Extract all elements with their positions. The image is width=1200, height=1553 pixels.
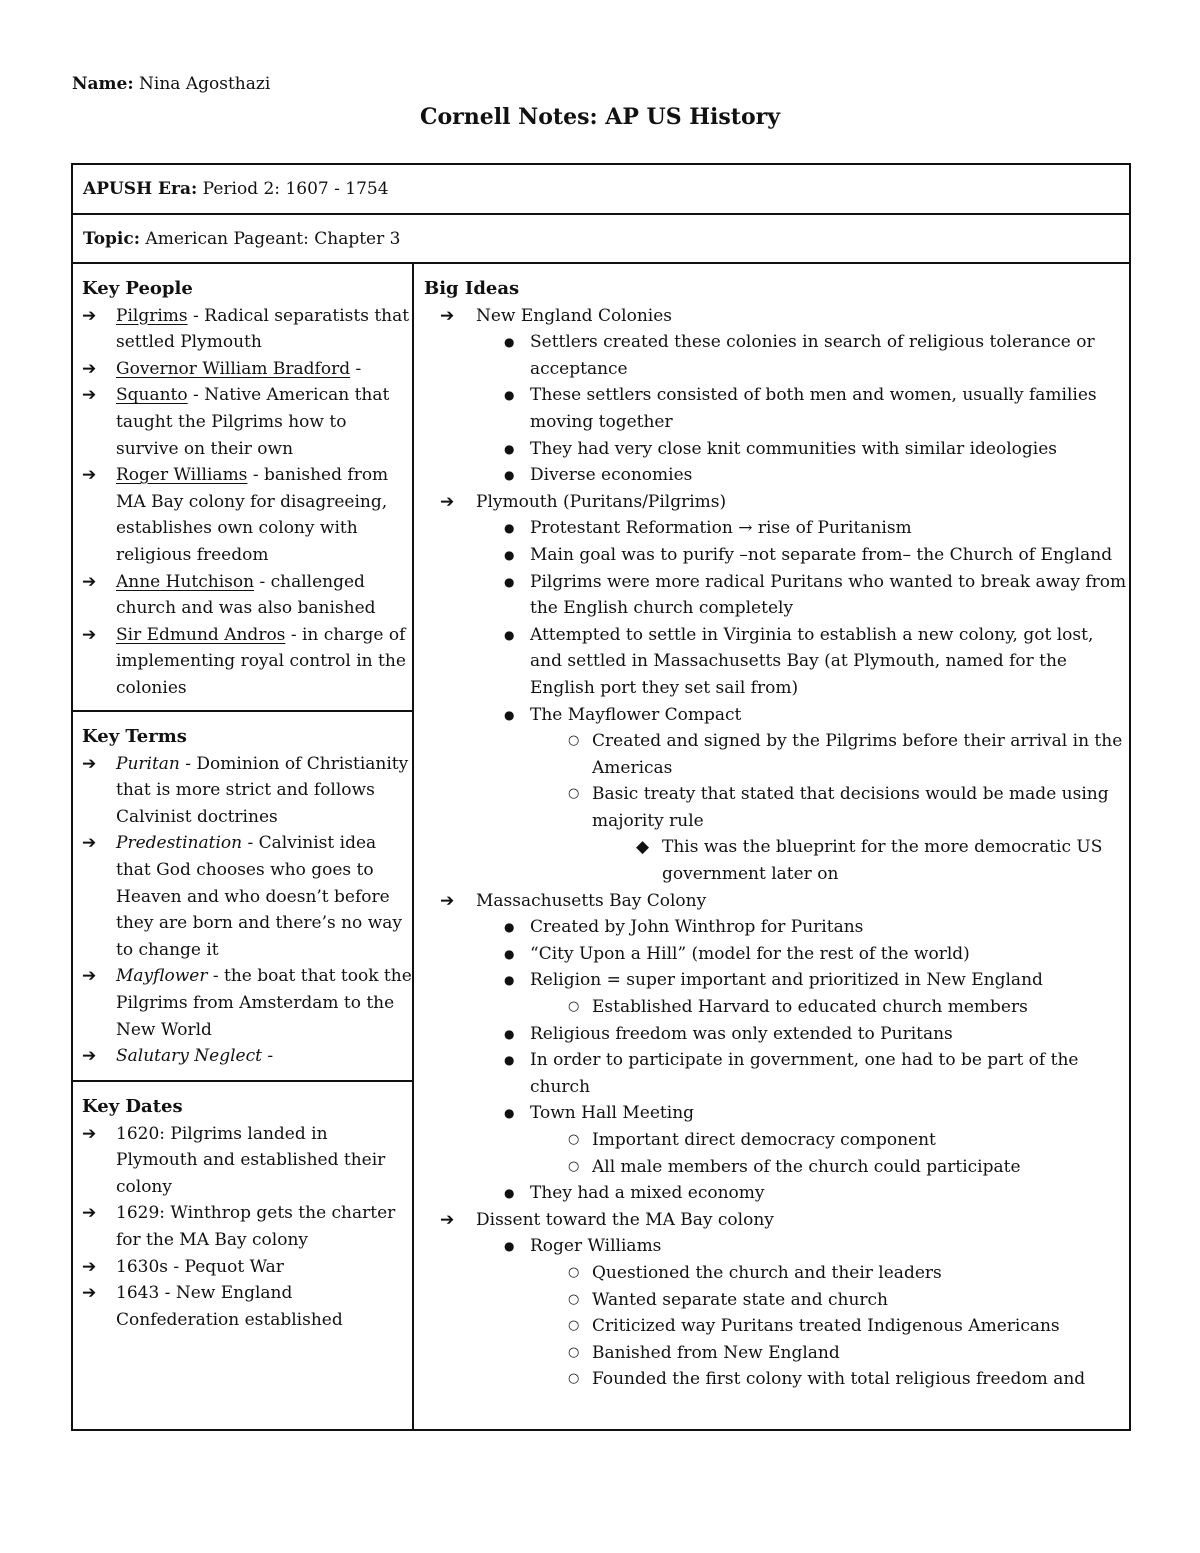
bullet-icon: ● bbox=[504, 1053, 515, 1068]
big-idea-text: Religion = super important and prioritized in New England bbox=[530, 970, 1043, 991]
big-idea-line bbox=[424, 1233, 1129, 1260]
key-person-item bbox=[82, 303, 412, 356]
big-idea-line bbox=[424, 1100, 1129, 1127]
arrow-icon: ➔ bbox=[82, 1203, 97, 1224]
big-idea-text: New England Colonies bbox=[476, 305, 673, 326]
era-row bbox=[73, 165, 1129, 215]
big-idea-line bbox=[424, 436, 1129, 463]
key-person-item bbox=[82, 622, 412, 702]
big-idea-line bbox=[424, 1154, 1129, 1181]
key-person-name: Squanto bbox=[116, 385, 188, 406]
topic-row bbox=[73, 215, 1129, 264]
key-person-desc: - banished from MA Bay colony for disagreeing, establishes own colony with religious freedom bbox=[116, 465, 389, 565]
bullet-icon: ● bbox=[504, 468, 515, 483]
key-dates-section bbox=[73, 1082, 412, 1429]
big-idea-line bbox=[424, 569, 1129, 622]
key-person-name: Governor William Bradford bbox=[116, 358, 351, 379]
arrow-icon: ➔ bbox=[82, 624, 97, 645]
key-person-name: Pilgrims bbox=[116, 305, 188, 326]
key-date-item bbox=[82, 1254, 412, 1281]
big-idea-text: Roger Williams bbox=[530, 1236, 662, 1257]
circle-bullet-icon: ○ bbox=[568, 1344, 580, 1360]
big-idea-text: They had very close knit communities with similar ideologies bbox=[530, 438, 1057, 459]
bullet-icon: ● bbox=[504, 946, 515, 961]
arrow-icon: ➔ bbox=[82, 966, 97, 987]
circle-bullet-icon: ○ bbox=[568, 1158, 580, 1174]
key-date-text: 1629: Winthrop gets the charter for the MA Bay colony bbox=[116, 1203, 396, 1250]
key-person-name: Roger Williams bbox=[116, 465, 248, 486]
era-value: Period 2: 1607 - 1754 bbox=[202, 179, 389, 199]
key-term-name: Puritan bbox=[116, 753, 180, 774]
big-idea-text: Criticized way Puritans treated Indigenous Americans bbox=[592, 1316, 1060, 1337]
topic-label: Topic: bbox=[83, 229, 141, 249]
big-idea-line bbox=[424, 781, 1129, 834]
key-term-desc: - Dominion of Christianity that is more strict and follows Calvinist doctrines bbox=[116, 753, 409, 827]
big-idea-line bbox=[424, 1047, 1129, 1100]
key-term-item bbox=[82, 751, 412, 831]
big-idea-text: The Mayflower Compact bbox=[530, 704, 742, 725]
big-idea-line bbox=[424, 967, 1129, 994]
big-idea-line bbox=[424, 515, 1129, 542]
key-date-item bbox=[82, 1200, 412, 1253]
big-idea-text: Wanted separate state and church bbox=[592, 1289, 888, 1310]
big-idea-line bbox=[424, 1260, 1129, 1287]
arrow-icon: ➔ bbox=[82, 833, 97, 854]
key-date-text: 1630s - Pequot War bbox=[116, 1256, 284, 1277]
key-date-item bbox=[82, 1280, 412, 1333]
key-term-desc: - Calvinist idea that God chooses who goes to Heaven and who doesn’t before they are born and there’s no way to change it bbox=[116, 833, 402, 960]
arrow-icon: ➔ bbox=[82, 1283, 97, 1304]
cornell-notes-table bbox=[71, 163, 1131, 1431]
cue-column bbox=[73, 264, 414, 1429]
arrow-icon: ➔ bbox=[82, 385, 97, 406]
big-idea-line bbox=[424, 1021, 1129, 1048]
big-idea-text: Settlers created these colonies in search of religious tolerance or acceptance bbox=[530, 332, 1095, 379]
circle-bullet-icon: ○ bbox=[568, 733, 580, 749]
key-term-name: Predestination bbox=[116, 833, 243, 854]
key-terms-list bbox=[82, 751, 412, 1070]
era-label: APUSH Era: bbox=[83, 179, 198, 199]
bullet-icon: ● bbox=[504, 707, 515, 722]
key-person-item bbox=[82, 382, 412, 462]
arrow-icon: ➔ bbox=[82, 1256, 97, 1277]
bullet-icon: ● bbox=[504, 920, 515, 935]
key-date-item bbox=[82, 1121, 412, 1201]
bullet-icon: ● bbox=[504, 627, 515, 642]
big-idea-text: Banished from New England bbox=[592, 1342, 840, 1363]
big-idea-text: Created by John Winthrop for Puritans bbox=[530, 917, 864, 938]
bullet-icon: ● bbox=[504, 1026, 515, 1041]
circle-bullet-icon: ○ bbox=[568, 1291, 580, 1307]
arrow-icon: ➔ bbox=[82, 753, 97, 774]
arrow-icon: ➔ bbox=[440, 890, 455, 911]
big-idea-line bbox=[424, 1287, 1129, 1314]
big-idea-line bbox=[424, 941, 1129, 968]
key-person-name: Anne Hutchison bbox=[116, 571, 255, 592]
key-dates-list bbox=[82, 1121, 412, 1334]
big-idea-line bbox=[424, 702, 1129, 729]
big-idea-line bbox=[424, 382, 1129, 435]
big-idea-line bbox=[424, 489, 1129, 516]
big-idea-text: “City Upon a Hill” (model for the rest of the world) bbox=[530, 943, 970, 964]
big-idea-text: These settlers consisted of both men and women, usually families moving together bbox=[530, 385, 1097, 432]
key-person-name: Sir Edmund Andros bbox=[116, 624, 286, 645]
key-term-item bbox=[82, 963, 412, 1043]
circle-bullet-icon: ○ bbox=[568, 1132, 580, 1147]
big-idea-line bbox=[424, 622, 1129, 702]
big-idea-text: All male members of the church could participate bbox=[592, 1156, 1021, 1177]
name-value: Nina Agosthazi bbox=[139, 74, 271, 94]
key-person-desc: - bbox=[355, 358, 362, 379]
big-idea-text: Created and signed by the Pilgrims before their arrival in the Americas bbox=[592, 731, 1123, 778]
big-idea-text: In order to participate in government, one had to be part of the church bbox=[530, 1050, 1079, 1097]
bullet-icon: ● bbox=[504, 547, 515, 562]
key-person-desc: - Native American that taught the Pilgrims how to survive on their own bbox=[116, 385, 390, 459]
big-idea-text: Basic treaty that stated that decisions would be made using majority rule bbox=[592, 784, 1109, 831]
big-idea-line bbox=[424, 1340, 1129, 1367]
big-idea-line bbox=[424, 1313, 1129, 1340]
bullet-icon: ● bbox=[504, 1106, 515, 1121]
arrow-icon: ➔ bbox=[82, 571, 97, 592]
key-person-desc: - challenged church and was also banished bbox=[116, 571, 376, 619]
big-idea-text: They had a mixed economy bbox=[530, 1183, 765, 1204]
big-idea-text: Founded the first colony with total religious freedom and bbox=[592, 1369, 1086, 1390]
key-person-item bbox=[82, 569, 412, 622]
circle-bullet-icon: ○ bbox=[568, 1318, 580, 1334]
big-idea-text: Diverse economies bbox=[530, 465, 693, 486]
circle-bullet-icon: ○ bbox=[568, 999, 580, 1015]
big-idea-text: Town Hall Meeting bbox=[530, 1103, 695, 1124]
big-idea-line bbox=[424, 329, 1129, 382]
big-idea-line bbox=[424, 303, 1129, 330]
big-idea-text: Pilgrims were more radical Puritans who wanted to break away from the English church completely bbox=[530, 571, 1127, 619]
big-idea-text: Established Harvard to educated church members bbox=[592, 997, 1028, 1018]
big-idea-line bbox=[424, 834, 1129, 887]
arrow-icon: ➔ bbox=[82, 1046, 97, 1067]
student-name bbox=[72, 72, 270, 96]
bullet-icon: ● bbox=[504, 1239, 515, 1254]
key-date-text: 1620: Pilgrims landed in Plymouth and established their colony bbox=[116, 1123, 386, 1197]
big-idea-line bbox=[424, 1180, 1129, 1207]
bullet-icon: ● bbox=[504, 388, 515, 403]
big-idea-text: Plymouth (Puritans/Pilgrims) bbox=[476, 491, 727, 512]
big-idea-text: Questioned the church and their leaders bbox=[592, 1262, 942, 1283]
arrow-icon: ➔ bbox=[82, 1123, 97, 1144]
arrow-icon: ➔ bbox=[82, 305, 97, 326]
big-idea-line bbox=[424, 914, 1129, 941]
bullet-icon: ● bbox=[504, 1186, 515, 1201]
bullet-icon: ● bbox=[504, 574, 515, 589]
key-term-desc: - the boat that took the Pilgrims from Amsterdam to the New World bbox=[116, 966, 412, 1040]
big-idea-text: Dissent toward the MA Bay colony bbox=[476, 1209, 774, 1230]
big-idea-text: Important direct democracy component bbox=[592, 1130, 936, 1150]
bullet-icon: ● bbox=[504, 521, 515, 536]
big-idea-text: Protestant Reformation → rise of Puritanism bbox=[530, 518, 912, 539]
key-term-desc: - bbox=[267, 1046, 274, 1067]
big-idea-text: Religious freedom was only extended to Puritans bbox=[530, 1023, 953, 1044]
key-term-item bbox=[82, 1043, 412, 1070]
topic-value: American Pageant: Chapter 3 bbox=[145, 229, 401, 249]
key-people-section bbox=[73, 264, 412, 712]
key-people-heading: Key People bbox=[82, 278, 193, 299]
circle-bullet-icon: ○ bbox=[568, 1371, 580, 1387]
bullet-icon: ● bbox=[504, 441, 515, 456]
key-terms-heading: Key Terms bbox=[82, 726, 187, 747]
big-idea-line bbox=[424, 994, 1129, 1021]
key-terms-section bbox=[73, 712, 412, 1082]
big-idea-line bbox=[424, 462, 1129, 489]
page-title: Cornell Notes: AP US History bbox=[420, 104, 780, 130]
big-idea-text: Main goal was to purify –not separate from– the Church of England bbox=[530, 544, 1113, 565]
key-person-item bbox=[82, 462, 412, 568]
key-term-name: Mayflower bbox=[116, 966, 208, 987]
key-people-list bbox=[82, 303, 412, 702]
key-dates-heading: Key Dates bbox=[82, 1096, 183, 1117]
big-ideas-heading: Big Ideas bbox=[424, 278, 520, 299]
big-idea-text: Attempted to settle in Virginia to establish a new colony, got lost, and settled in Massachusetts Bay (at Plymouth, named for the English port they set sail from) bbox=[530, 624, 1094, 698]
bullet-icon: ● bbox=[504, 973, 515, 988]
key-term-item bbox=[82, 830, 412, 963]
key-person-desc: - Radical separatists that settled Plymouth bbox=[116, 305, 410, 353]
big-ideas-list bbox=[424, 303, 1129, 1393]
diamond-bullet-icon: ◆ bbox=[636, 837, 650, 858]
notes-column bbox=[414, 264, 1129, 1429]
key-term-name: Salutary Neglect bbox=[116, 1046, 262, 1067]
arrow-icon: ➔ bbox=[440, 1209, 455, 1230]
circle-bullet-icon: ○ bbox=[568, 1264, 580, 1280]
big-idea-line bbox=[424, 728, 1129, 781]
big-idea-text: Massachusetts Bay Colony bbox=[476, 890, 707, 911]
key-person-desc: - in charge of implementing royal control in the colonies bbox=[116, 624, 406, 698]
big-idea-text: This was the blueprint for the more democratic US government later on bbox=[662, 837, 1103, 885]
big-idea-line bbox=[424, 542, 1129, 569]
arrow-icon: ➔ bbox=[82, 465, 97, 486]
key-date-text: 1643 - New England Confederation established bbox=[116, 1283, 343, 1330]
big-idea-line bbox=[424, 1127, 1129, 1154]
circle-bullet-icon: ○ bbox=[568, 786, 580, 802]
name-label: Name: bbox=[72, 74, 134, 94]
arrow-icon: ➔ bbox=[82, 358, 97, 379]
big-idea-line bbox=[424, 1366, 1129, 1393]
key-person-item bbox=[82, 356, 412, 383]
bullet-icon: ● bbox=[504, 335, 515, 350]
arrow-icon: ➔ bbox=[440, 491, 455, 512]
big-idea-line bbox=[424, 1207, 1129, 1234]
big-idea-line bbox=[424, 888, 1129, 915]
arrow-icon: ➔ bbox=[440, 305, 455, 326]
